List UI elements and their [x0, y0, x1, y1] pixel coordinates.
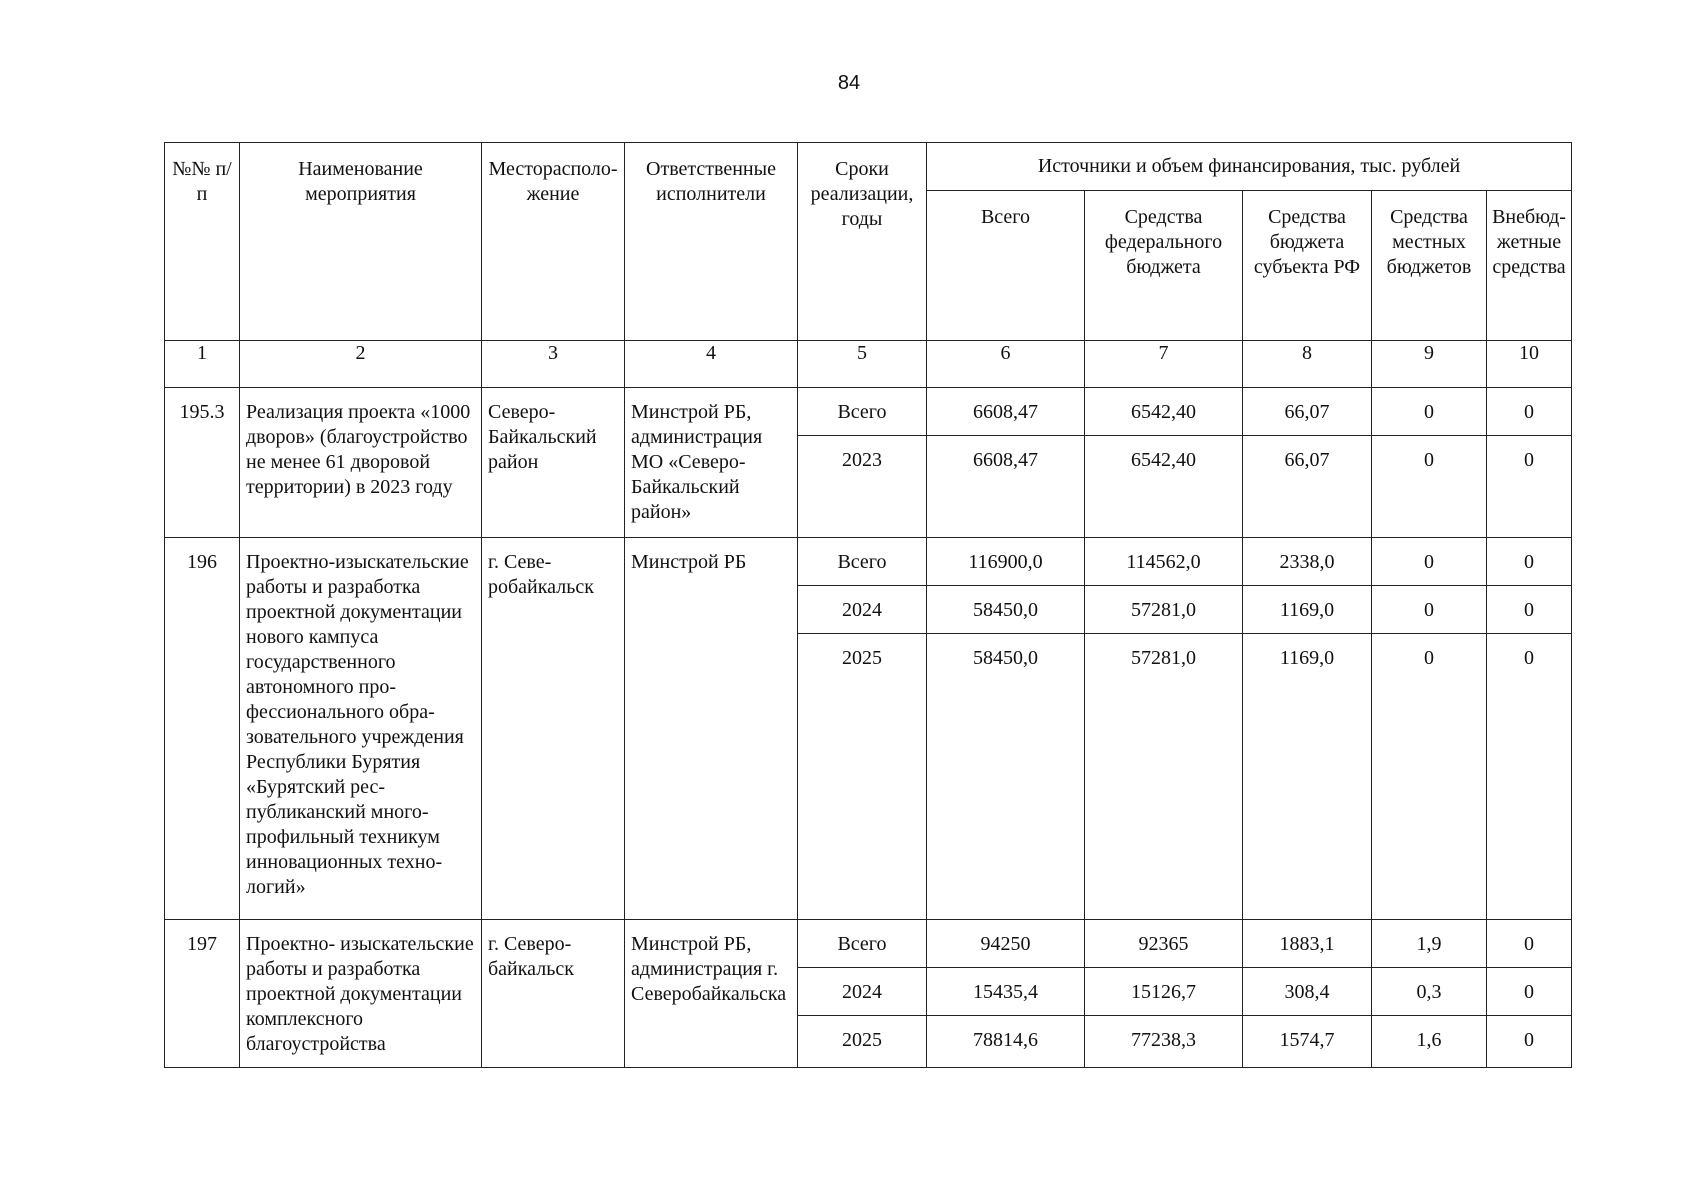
column-number: 6	[927, 341, 1085, 388]
column-number: 10	[1487, 341, 1572, 388]
cell-term: 2024	[798, 586, 927, 634]
cell-total: 58450,0	[927, 634, 1085, 920]
cell-federal: 114562,0	[1085, 538, 1243, 586]
cell-term: Всего	[798, 920, 927, 968]
cell-extra: 0	[1487, 436, 1572, 538]
header-location: Месторасположение	[482, 143, 625, 341]
cell-federal: 57281,0	[1085, 586, 1243, 634]
header-responsible: Ответственные исполнители	[625, 143, 798, 341]
column-number: 7	[1085, 341, 1243, 388]
cell-extra: 0	[1487, 968, 1572, 1016]
cell-total: 15435,4	[927, 968, 1085, 1016]
cell-subject: 1169,0	[1243, 586, 1372, 634]
cell-local: 1,9	[1372, 920, 1487, 968]
cell-subject: 1574,7	[1243, 1016, 1372, 1068]
cell-subject: 1883,1	[1243, 920, 1372, 968]
cell-subject: 66,07	[1243, 436, 1372, 538]
cell-local: 0	[1372, 388, 1487, 436]
row-location: г. Северобайкальск	[482, 538, 625, 920]
cell-term: 2024	[798, 968, 927, 1016]
row-index: 196	[165, 538, 240, 920]
cell-subject: 1169,0	[1243, 634, 1372, 920]
cell-local: 0	[1372, 586, 1487, 634]
header-terms: Сроки реализации, годы	[798, 143, 927, 341]
column-number-row	[165, 341, 1572, 388]
cell-term: 2023	[798, 436, 927, 538]
table-row	[165, 538, 1572, 586]
column-number: 9	[1372, 341, 1487, 388]
cell-subject: 66,07	[1243, 388, 1372, 436]
cell-term: 2025	[798, 634, 927, 920]
cell-federal: 92365	[1085, 920, 1243, 968]
row-responsible: Минстрой РБ, администрация МО «Северо-Байкальский район»	[625, 388, 798, 538]
column-number: 5	[798, 341, 927, 388]
cell-subject: 2338,0	[1243, 538, 1372, 586]
cell-extra: 0	[1487, 634, 1572, 920]
row-index: 195.3	[165, 388, 240, 538]
cell-federal: 6542,40	[1085, 436, 1243, 538]
column-number: 4	[625, 341, 798, 388]
cell-local: 1,6	[1372, 1016, 1487, 1068]
financing-table	[164, 142, 1572, 1068]
cell-extra: 0	[1487, 1016, 1572, 1068]
cell-federal: 6542,40	[1085, 388, 1243, 436]
cell-term: Всего	[798, 538, 927, 586]
header-subject: Средства бюджета субъекта РФ	[1243, 191, 1372, 341]
cell-total: 78814,6	[927, 1016, 1085, 1068]
cell-extra: 0	[1487, 538, 1572, 586]
header-total: Всего	[927, 191, 1085, 341]
cell-local: 0	[1372, 436, 1487, 538]
column-number: 2	[240, 341, 482, 388]
cell-total: 94250	[927, 920, 1085, 968]
row-name: Проектно-изыскательские работы и разработка проектной документации нового кампуса государственного автономного профессионального образовательного учреждения Республики Бурятия «Бурятский республиканский многопрофильный техникум инновационных технологий»	[240, 538, 482, 920]
cell-local: 0	[1372, 634, 1487, 920]
cell-federal: 77238,3	[1085, 1016, 1243, 1068]
column-number: 3	[482, 341, 625, 388]
cell-total: 116900,0	[927, 538, 1085, 586]
row-location: г. Северобайкальск	[482, 920, 625, 1068]
cell-term: Всего	[798, 388, 927, 436]
table-row	[165, 388, 1572, 436]
header-num: №№ п/п	[165, 143, 240, 341]
column-number: 8	[1243, 341, 1372, 388]
row-responsible: Минстрой РБ	[625, 538, 798, 920]
cell-total: 6608,47	[927, 436, 1085, 538]
header-local: Средства местных бюджетов	[1372, 191, 1487, 341]
page-number: 84	[837, 72, 861, 94]
header-name: Наименование мероприятия	[240, 143, 482, 341]
cell-local: 0	[1372, 538, 1487, 586]
cell-total: 58450,0	[927, 586, 1085, 634]
header-funding: Источники и объем финансирования, тыс. рублей	[927, 143, 1572, 191]
cell-federal: 57281,0	[1085, 634, 1243, 920]
cell-federal: 15126,7	[1085, 968, 1243, 1016]
row-responsible: Минстрой РБ, администрация г. Северобайкальска	[625, 920, 798, 1068]
row-name: Проектно- изыскательские работы и разработка проектной документации комплексного благоустройства	[240, 920, 482, 1068]
cell-extra: 0	[1487, 388, 1572, 436]
header-extra: Внебюджетные средства	[1487, 191, 1572, 341]
cell-term: 2025	[798, 1016, 927, 1068]
cell-local: 0,3	[1372, 968, 1487, 1016]
row-location: Северо-Байкальский район	[482, 388, 625, 538]
cell-extra: 0	[1487, 920, 1572, 968]
column-number: 1	[165, 341, 240, 388]
cell-total: 6608,47	[927, 388, 1085, 436]
cell-subject: 308,4	[1243, 968, 1372, 1016]
row-name: Реализация проекта «1000 дворов» (благоустройство не менее 61 дворовой территории) в 2023 году	[240, 388, 482, 538]
row-index: 197	[165, 920, 240, 1068]
table-row	[165, 920, 1572, 968]
header-federal: Средства федерального бюджета	[1085, 191, 1243, 341]
cell-extra: 0	[1487, 586, 1572, 634]
